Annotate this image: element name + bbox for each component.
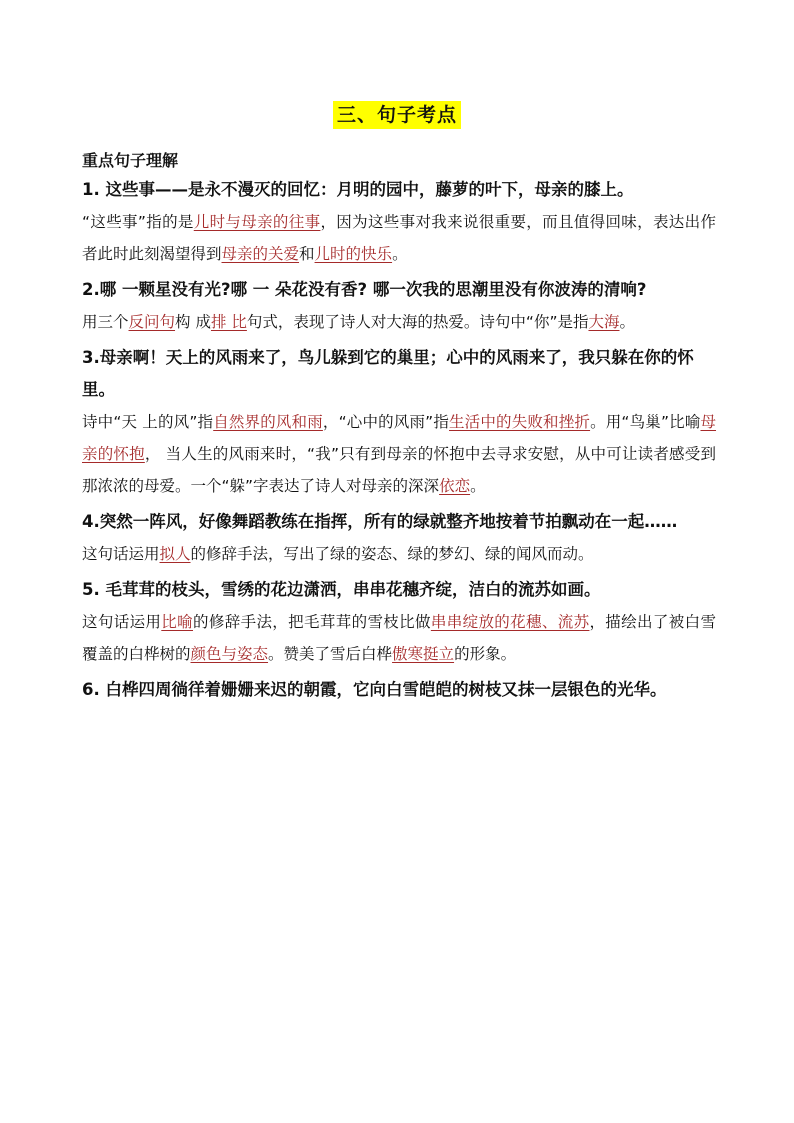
- answer-keyword: 儿时的快乐: [314, 245, 393, 263]
- answer-text: 。用“鸟巢”比喻: [590, 413, 701, 431]
- answer-text: 构 成: [175, 313, 211, 331]
- answer-text: 。赞美了雪后白桦: [268, 645, 393, 663]
- answer-text: 的形象。: [454, 645, 517, 663]
- answer-keyword: 儿时与母亲的往事: [193, 213, 321, 231]
- answer-text: 。: [619, 313, 635, 331]
- answer-text: 诗中“天 上的风”指: [82, 413, 214, 431]
- answer-text: ，“心中的风雨”指: [322, 413, 450, 431]
- question-2: 2.哪 一颗星没有光?哪 一 朵花没有香? 哪一次我的思潮里没有你波涛的清响?: [82, 280, 647, 299]
- answer-text: 句式，表现了诗人对大海的热爱。诗句中“你”是指: [246, 313, 589, 331]
- answer-text: “这些事”指的是: [82, 213, 194, 231]
- answer-text: 用三个: [82, 313, 129, 331]
- question-6: 6. 白桦四周徜徉着姗姗来迟的朝霞，它向白雪皑皑的树枝又抹一层银色的光华。: [82, 680, 667, 699]
- answer-text: 的修辞手法，把毛茸茸的雪枝比做: [193, 613, 431, 631]
- answer-text: ， 当人生的风雨来时，“我”只有到母亲的怀抱中去寻求安慰，从中可让读者感受到那浓浓的母爱。一个“躲”字表达了诗人对母亲的深深: [82, 445, 716, 495]
- answer-text: 的修辞手法，写出了绿的姿态、绿的梦幻、绿的闻风而动。: [190, 545, 594, 563]
- answer-1: [82, 206, 716, 270]
- answer-keyword: 拟人: [159, 545, 191, 563]
- section-heading: 重点句子理解: [82, 151, 179, 170]
- items-list: [82, 174, 716, 706]
- answer-text: 。: [392, 245, 408, 263]
- answer-text: ，因为这些事对我来说很重要，而且值得回味，表达出作者此时此刻渴望得到: [82, 213, 716, 263]
- answer-keyword: 大海: [588, 313, 620, 331]
- answer-keyword: 比喻: [161, 613, 194, 631]
- answer-2: [82, 306, 716, 338]
- content: [82, 148, 716, 706]
- answer-text: 这句话运用: [82, 545, 160, 563]
- question-4: 4.突然一阵风，好像舞蹈教练在指挥，所有的绿就整齐地按着节拍飘动在一起……: [82, 512, 678, 531]
- answer-keyword: 母亲的怀抱: [82, 413, 717, 463]
- answer-keyword: 傲寒挺立: [392, 645, 455, 663]
- answer-text: ，描绘出了被白雪覆盖的白桦树的: [82, 613, 716, 663]
- question-1: 1. 这些事——是永不漫灭的回忆：月明的园中，藤萝的叶下，母亲的膝上。: [82, 180, 634, 199]
- title-wrap: [0, 101, 794, 129]
- answer-keyword: 排 比: [210, 313, 247, 331]
- answer-text: 和: [299, 245, 315, 263]
- answer-keyword: 母亲的关爱: [221, 245, 300, 263]
- answer-text: 这句话运用: [82, 613, 162, 631]
- answer-keyword: 生活中的失败和挫折: [449, 413, 591, 431]
- answer-4: [82, 538, 716, 570]
- answer-keyword: 串串绽放的花穗、流苏: [430, 613, 590, 631]
- answer-text: 。: [470, 477, 486, 495]
- answer-keyword: 反问句: [128, 313, 176, 331]
- answer-keyword: 自然界的风和雨: [213, 413, 323, 431]
- question-5: 5. 毛茸茸的枝头，雪绣的花边潇洒，串串花穗齐绽，洁白的流苏如画。: [82, 580, 601, 599]
- answer-5: [82, 606, 716, 670]
- question-3: 3.母亲啊！天上的风雨来了，鸟儿躲到它的巢里；心中的风雨来了，我只躲在你的怀里。: [82, 348, 694, 399]
- page-title: 三、句子考点: [333, 101, 461, 129]
- answer-keyword: 颜色与姿态: [190, 645, 269, 663]
- answer-keyword: 依恋: [439, 477, 471, 495]
- answer-3: [82, 406, 716, 502]
